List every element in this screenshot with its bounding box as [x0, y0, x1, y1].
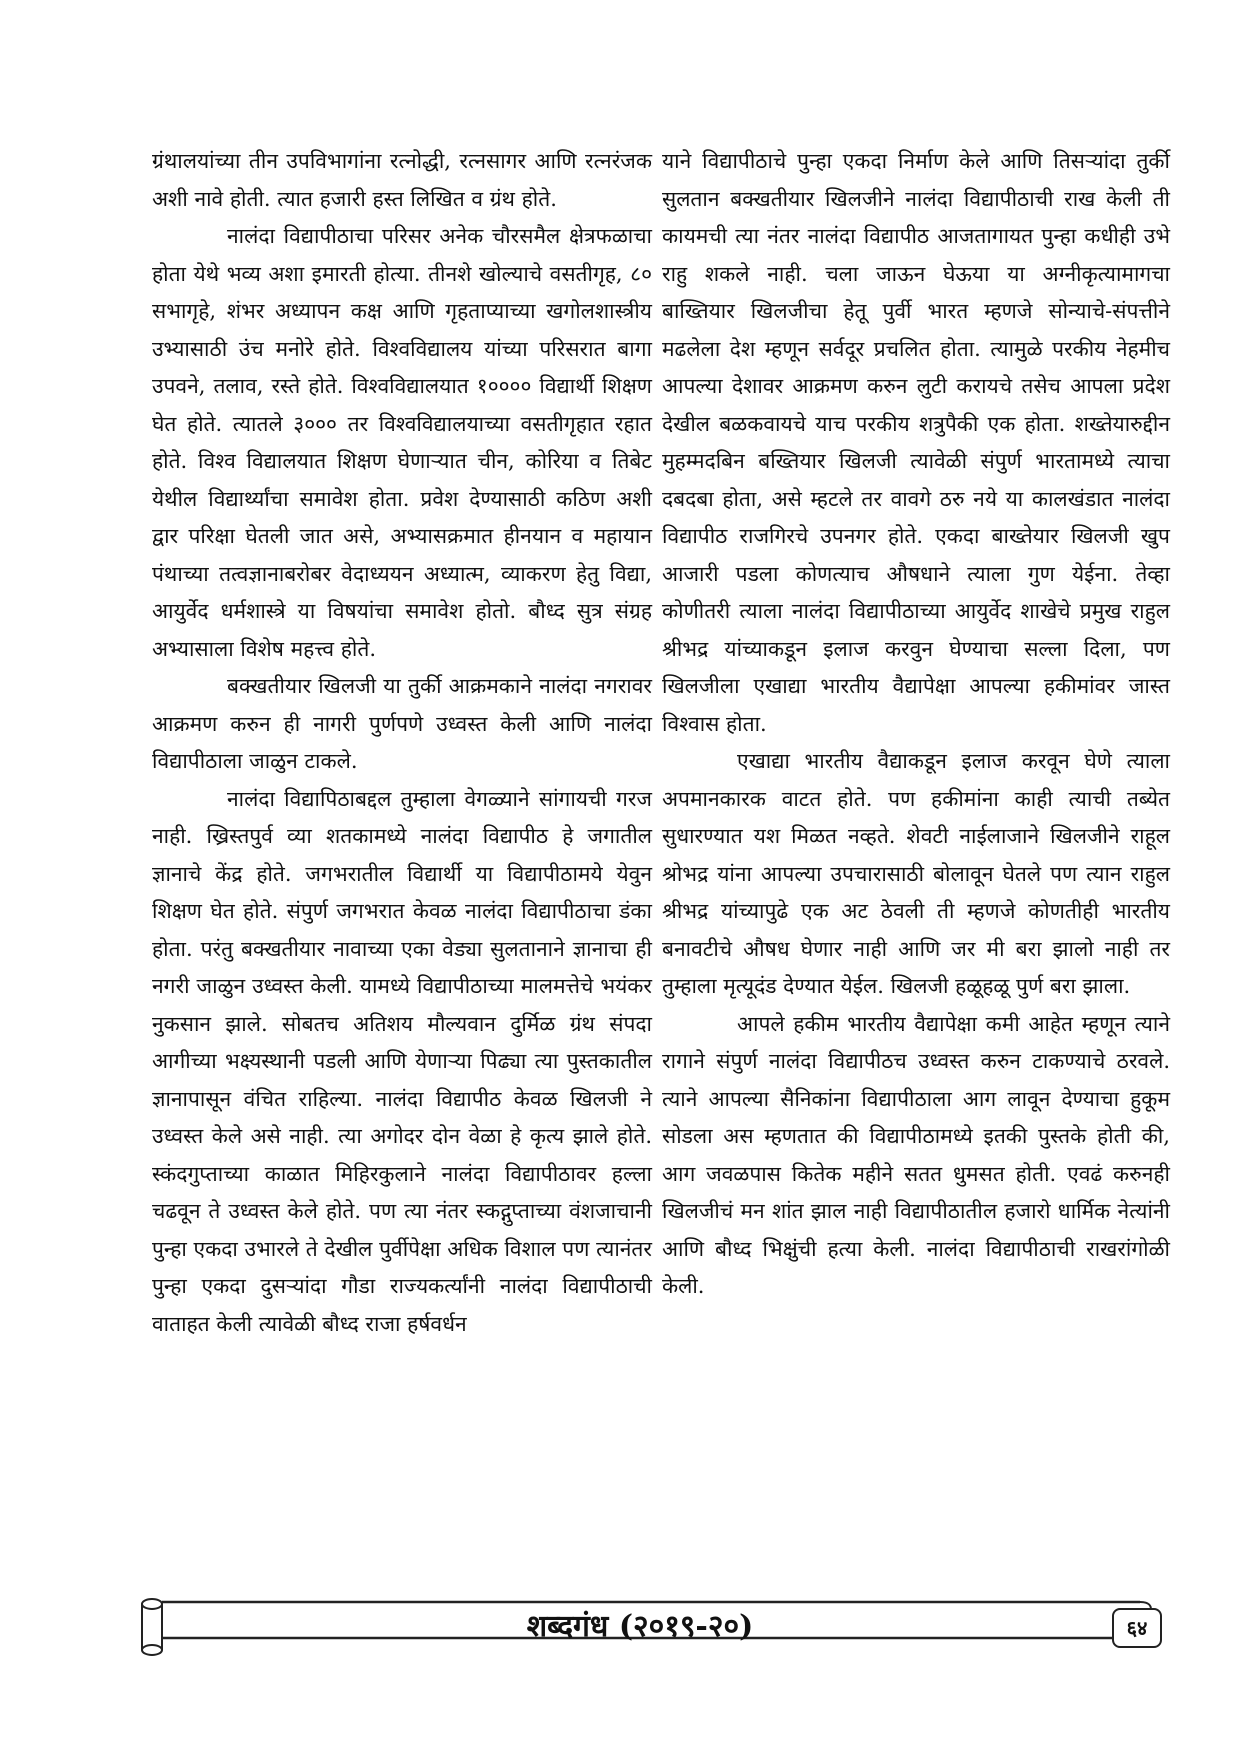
paragraph: ग्रंथालयांच्या तीन उपविभागांना रत्नोद्धी, रत्नसागर आणि रत्नरंजक अशी नावे होती. त्यात हजारी हस्त लिखित व ग्रंथ होते. — [152, 149, 652, 211]
page-number: ६४ — [1112, 1608, 1162, 1648]
publication-title: शब्दगंध (२०१९-२०) — [526, 1609, 754, 1644]
paragraph: एखाद्या भारतीय वैद्याकडून इलाज करवून घेणे त्याला अपमानकारक वाटत होते. पण हकीमांना काही त्याची तब्येत सुधारण्यात यश मिळत नव्हते. शेवटी नाईलाजाने खिलजीने राहूल श्रोभद्र यांना आपल्या उपचारासाठी बोलावून घेतले पण त्यान राहुल श्रीभद्र यांच्यापुढे एक अट ठेवली ती म्हणजे कोणतीही भारतीय बनावटीचे औषध घेणार नाही आणि जर मी बरा झालो नाही तर तुम्हाला मृत्यूदंड देण्यात येईल. खिलजी हळूहळू पुर्ण बरा झाला. — [662, 749, 1170, 998]
paragraph: नालंदा विद्यापिठाबद्दल तुम्हाला वेगळ्याने सांगायची गरज नाही. ख्रिस्तपुर्व व्या शतकामध्ये नालंदा विद्यापीठ हे जगातील ज्ञानाचे केंद्र होते. जगभरातील विद्यार्थी या विद्यापीठामये येवुन शिक्षण घेत होते. संपुर्ण जगभरात केवळ नालंदा विद्यापीठाचा डंका होता. परंतु बक्खतीयार नावाच्या एका वेड्या सुलतानाने ज्ञानाचा ही नगरी जाळुन उध्वस्त केली. यामध्ये विद्यापीठाच्या मालमत्तेचे भयंकर नुकसान झाले. सोबतच अतिशय मौल्यवान दुर्मिळ ग्रंथ संपदा आगीच्या भक्ष्यस्थानी पडली आणि येणाऱ्या पिढ्या त्या पुस्तकातील ज्ञानापासून वंचित राहिल्या. नालंदा विद्यापीठ केवळ खिलजी ने उध्वस्त केले असे नाही. त्या अगोदर दोन वेळा हे कृत्य झाले होते. स्कंदगुप्ताच्या काळात मिहिरकुलाने नालंदा विद्यापीठावर हल्ला चढवून ते उध्वस्त केले होते. पण त्या नंतर स्कद्गुप्ताच्या वंशजाचानी पुन्हा एकदा उभारले ते देखील पुर्वीपेक्षा अधिक विशाल पण त्यानंतर पुन्हा एकदा दुसऱ्यांदा गौडा राज्यकर्त्यांनी नालंदा विद्यापीठाची वाताहत केली त्यावेळी बौध्द राजा हर्षवर्धन — [152, 786, 652, 1336]
paragraph: याने विद्यापीठाचे पुन्हा एकदा निर्माण केले आणि तिसऱ्यांदा तुर्की सुलतान बक्खतीयार खिलजीने नालंदा विद्यापीठाची राख केली ती कायमची त्या नंतर नालंदा विद्यापीठ आजतागायत पुन्हा कधीही उभे राहु शकले नाही. चला जाऊन घेऊया या अग्नीकृत्यामागचा बाख्तियार खिलजीचा हेतू पुर्वी भारत म्हणजे सोन्याचे-संपत्तीने मढलेला देश म्हणून सर्वदूर प्रचलित होता. त्यामुळे परकीय नेहमीच आपल्या देशावर आक्रमण करुन लुटी करायचे तसेच आपला प्रदेश देखील बळकवायचे याच परकीय शत्रुपैकी एक होता. शख्तेयारुद्दीन मुहम्मदबिन बख्तियार खिलजी त्यावेळी संपुर्ण भारतामध्ये त्याचा दबदबा होता, असे म्हटले तर वावगे ठरु नये या कालखंडात नालंदा विद्यापीठ राजगिरचे उपनगर होते. एकदा बाख्तेयार खिलजी खुप आजारी पडला कोणत्याच औषधाने त्याला गुण येईना. तेव्हा कोणीतरी त्याला नालंदा विद्यापीठाच्या आयुर्वेद शाखेचे प्रमुख राहुल श्रीभद्र यांच्याकडून इलाज करवुन घेण्याचा सल्ला दिला, पण खिलजीला एखाद्या भारतीय वैद्यापेक्षा आपल्या हकीमांवर जास्त विश्वास होता. — [662, 149, 1170, 736]
paragraph: नालंदा विद्यापीठाचा परिसर अनेक चौरसमैल क्षेत्रफळाचा होता येथे भव्य अशा इमारती होत्या. तीनशे खोल्याचे वसतीगृह, ८० सभागृहे, शंभर अध्यापन कक्ष आणि गृहताप्याच्या खगोलशास्त्रीय उभ्यासाठी उंच मनोरे होते. विश्वविद्यालय यांच्या परिसरात बागा उपवने, तलाव, रस्ते होते. विश्वविद्यालयात १०००० विद्यार्थी शिक्षण घेत होते. त्यातले ३००० तर विश्वविद्यालयाच्या वसतीगृहात रहात होते. विश्व विद्यालयात शिक्षण घेणाऱ्यात चीन, कोरिया व तिबेट येथील विद्यार्थ्यांचा समावेश होता. प्रवेश देण्यासाठी कठिण अशी द्वार परिक्षा घेतली जात असे, अभ्यासक्रमात हीनयान व महायान पंथाच्या तत्वज्ञानाबरोबर वेदाध्ययन अध्यात्म, व्याकरण हेतु विद्या, आयुर्वेद धर्मशास्त्रे या विषयांचा समावेश होतो. बौध्द सुत्र संग्रह अभ्यासाला विशेष महत्त्व होते. — [152, 224, 652, 661]
footer-banner — [140, 1598, 1160, 1656]
paragraph: बक्खतीयार खिलजी या तुर्की आक्रमकाने नालंदा नगरावर आक्रमण करुन ही नागरी पुर्णपणे उध्वस्त केली आणि नालंदा विद्यापीठाला जाळुन टाकले. — [152, 674, 652, 773]
left-column — [152, 143, 652, 1343]
paragraph: आपले हकीम भारतीय वैद्यापेक्षा कमी आहेत म्हणून त्याने रागाने संपुर्ण नालंदा विद्यापीठच उध्वस्त करुन टाकण्याचे ठरवले. त्याने आपल्या सैनिकांना विद्यापीठाला आग लावून देण्याचा हुकूम सोडला अस म्हणतात की विद्यापीठामध्ये इतकी पुस्तके होती की, आग जवळपास कितेक महीने सतत धुमसत होती. एवढं करुनही खिलजीचं मन शांत झाल नाही विद्यापीठातील हजारो धार्मिक नेत्यांनी आणि बौध्द भिक्षुंची हत्या केली. नालंदा विद्यापीठाची राखरांगोळी केली. — [662, 1011, 1170, 1298]
right-column — [662, 143, 1170, 1306]
